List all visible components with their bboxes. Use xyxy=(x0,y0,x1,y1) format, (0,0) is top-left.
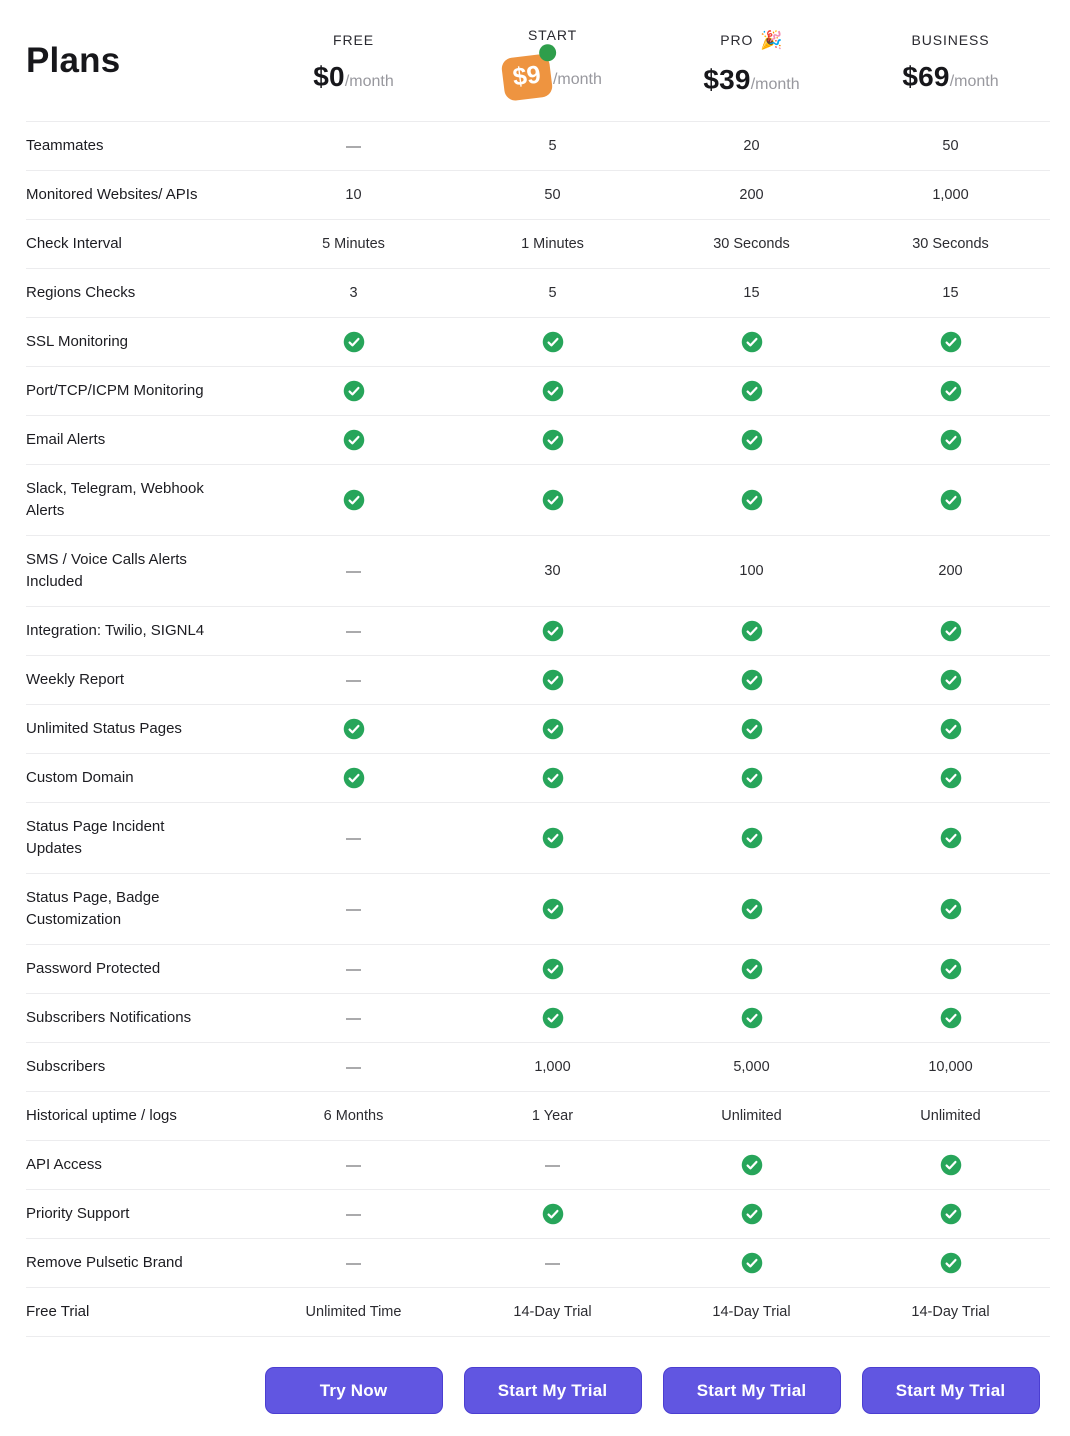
feature-label: Weekly Report xyxy=(26,671,125,688)
feature-cell xyxy=(652,1304,851,1320)
table-row xyxy=(26,464,1050,535)
table-row xyxy=(26,219,1050,268)
table-row xyxy=(26,655,1050,704)
feature-value: 1 Year xyxy=(531,1108,574,1124)
price-period: /month xyxy=(552,70,602,88)
check-icon xyxy=(940,767,962,789)
feature-cell xyxy=(254,380,453,402)
feature-label: Historical uptime / logs xyxy=(26,1107,177,1124)
feature-cell xyxy=(652,669,851,691)
table-row xyxy=(26,317,1050,366)
feature-cell xyxy=(453,1203,652,1225)
feature-cell xyxy=(652,489,851,511)
feature-value: 100 xyxy=(739,563,764,579)
check-icon xyxy=(542,827,564,849)
feature-value: Unlimited xyxy=(920,1108,981,1124)
feature-label: Integration: Twilio, SIGNL4 xyxy=(26,622,205,639)
feature-cell xyxy=(254,961,453,978)
feature-cell xyxy=(254,1157,453,1174)
party-popper-icon: 🎉 xyxy=(760,29,783,50)
not-included-dash: — xyxy=(346,829,361,847)
feature-label: Remove Pulsetic Brand xyxy=(26,1254,183,1271)
feature-value: 50 xyxy=(544,187,561,203)
table-row xyxy=(26,1189,1050,1238)
feature-value: 30 Seconds xyxy=(912,236,989,252)
check-icon xyxy=(343,429,365,451)
green-dot-icon xyxy=(539,44,556,61)
not-included-dash: — xyxy=(346,1254,361,1272)
feature-cell xyxy=(453,380,652,402)
feature-cell xyxy=(254,1108,453,1124)
feature-label: Check Interval xyxy=(26,235,122,252)
feature-label: Custom Domain xyxy=(26,769,134,786)
page-title: Plans xyxy=(26,40,121,80)
not-included-dash: — xyxy=(346,1156,361,1174)
check-icon xyxy=(343,380,365,402)
feature-cell xyxy=(453,669,652,691)
check-icon xyxy=(542,718,564,740)
check-icon xyxy=(940,1203,962,1225)
price-amount: $69 xyxy=(902,61,950,92)
check-icon xyxy=(542,331,564,353)
check-icon xyxy=(940,331,962,353)
not-included-dash: — xyxy=(346,562,361,580)
feature-label: Port/TCP/ICPM Monitoring xyxy=(26,382,204,399)
plan-price-business xyxy=(902,61,998,93)
feature-value: 6 Months xyxy=(323,1108,384,1124)
feature-cell xyxy=(453,187,652,203)
feature-cell xyxy=(254,672,453,689)
check-icon xyxy=(542,429,564,451)
feature-value: 5 Minutes xyxy=(322,236,385,252)
feature-cell xyxy=(453,620,652,642)
price-period: /month xyxy=(949,73,999,90)
feature-value: 200 xyxy=(938,563,963,579)
plan-name-start xyxy=(528,27,577,43)
table-row xyxy=(26,366,1050,415)
check-icon xyxy=(542,767,564,789)
feature-value: 10 xyxy=(345,187,362,203)
price-period: /month xyxy=(750,75,800,93)
check-icon xyxy=(940,898,962,920)
feature-cell xyxy=(851,429,1050,451)
feature-cell xyxy=(453,718,652,740)
feature-cell xyxy=(652,331,851,353)
check-icon xyxy=(741,767,763,789)
price-period: /month xyxy=(344,73,394,90)
feature-cell xyxy=(851,718,1050,740)
check-icon xyxy=(940,429,962,451)
feature-label: Status Page, Badge Customization xyxy=(26,889,160,928)
feature-cell xyxy=(453,1157,652,1174)
pricing-header xyxy=(26,0,1050,121)
feature-cell xyxy=(254,1010,453,1027)
feature-cell xyxy=(851,1304,1050,1320)
feature-value: 1,000 xyxy=(534,1059,571,1075)
feature-cell xyxy=(652,236,851,252)
feature-cell xyxy=(254,429,453,451)
check-icon xyxy=(343,767,365,789)
plan-name-business xyxy=(912,32,990,48)
feature-cell xyxy=(851,669,1050,691)
feature-cell xyxy=(851,1059,1050,1075)
check-icon xyxy=(940,620,962,642)
feature-cell xyxy=(453,898,652,920)
feature-cell xyxy=(652,380,851,402)
table-row xyxy=(26,802,1050,873)
feature-cell xyxy=(851,380,1050,402)
plan-header-pro xyxy=(652,26,851,96)
price-badge: $9 xyxy=(501,53,554,102)
check-icon xyxy=(940,958,962,980)
check-icon xyxy=(741,1252,763,1274)
feature-value: 15 xyxy=(743,285,760,301)
feature-cell xyxy=(453,767,652,789)
feature-label: Subscribers xyxy=(26,1058,106,1075)
table-row xyxy=(26,873,1050,944)
feature-cell xyxy=(652,718,851,740)
feature-cell xyxy=(851,236,1050,252)
table-row xyxy=(26,944,1050,993)
check-icon xyxy=(741,827,763,849)
feature-cell xyxy=(254,331,453,353)
plan-name-label: PRO xyxy=(720,32,754,48)
pro-cta-button[interactable]: Start My Trial xyxy=(663,1367,841,1414)
check-icon xyxy=(741,429,763,451)
feature-cell xyxy=(453,285,652,301)
not-included-dash: — xyxy=(545,1156,560,1174)
feature-cell xyxy=(652,958,851,980)
plan-price-free xyxy=(313,61,393,93)
feature-value: 30 xyxy=(544,563,561,579)
check-icon xyxy=(940,489,962,511)
table-row xyxy=(26,268,1050,317)
check-icon xyxy=(741,669,763,691)
feature-cell xyxy=(254,901,453,918)
feature-label: Teammates xyxy=(26,137,104,154)
feature-cell xyxy=(652,1252,851,1274)
plan-name-free xyxy=(333,32,374,48)
feature-value: 15 xyxy=(942,285,959,301)
feature-value: 3 xyxy=(349,285,358,301)
feature-cell xyxy=(453,236,652,252)
table-row xyxy=(26,1140,1050,1189)
feature-cell xyxy=(254,187,453,203)
check-icon xyxy=(741,958,763,980)
feature-cell xyxy=(254,830,453,847)
feature-label: Monitored Websites/ APIs xyxy=(26,186,198,203)
free-cta-button[interactable]: Try Now xyxy=(265,1367,443,1414)
plan-price-pro xyxy=(703,64,799,96)
feature-cell xyxy=(254,1304,453,1320)
feature-cell xyxy=(851,187,1050,203)
check-icon xyxy=(542,958,564,980)
plan-header-business xyxy=(851,28,1050,93)
feature-label: Free Trial xyxy=(26,1303,90,1320)
feature-cell xyxy=(453,563,652,579)
check-icon xyxy=(542,1203,564,1225)
plan-name-label: START xyxy=(527,26,578,43)
feature-cell xyxy=(453,1255,652,1272)
not-included-dash: — xyxy=(346,671,361,689)
check-icon xyxy=(741,898,763,920)
feature-cell xyxy=(851,767,1050,789)
feature-label: Priority Support xyxy=(26,1205,130,1222)
cta-row xyxy=(26,1367,1050,1414)
feature-cell xyxy=(453,1108,652,1124)
table-row xyxy=(26,753,1050,802)
feature-cell xyxy=(254,138,453,155)
check-icon xyxy=(940,718,962,740)
feature-cell xyxy=(453,429,652,451)
check-icon xyxy=(741,1203,763,1225)
feature-cell xyxy=(254,718,453,740)
not-included-dash: — xyxy=(346,137,361,155)
check-icon xyxy=(741,1007,763,1029)
feature-cell xyxy=(652,285,851,301)
feature-cell xyxy=(652,1203,851,1225)
check-icon xyxy=(741,620,763,642)
feature-cell xyxy=(254,623,453,640)
feature-cell xyxy=(254,285,453,301)
table-row xyxy=(26,1238,1050,1287)
table-row xyxy=(26,1287,1050,1336)
plan-name-label: FREE xyxy=(333,32,374,48)
price-amount: $0 xyxy=(313,61,345,92)
not-included-dash: — xyxy=(346,960,361,978)
feature-cell xyxy=(652,1007,851,1029)
feature-cell xyxy=(851,285,1050,301)
feature-value: 1,000 xyxy=(932,187,969,203)
feature-label: Email Alerts xyxy=(26,431,106,448)
table-row xyxy=(26,170,1050,219)
table-row xyxy=(26,993,1050,1042)
feature-cell xyxy=(254,489,453,511)
plan-price-start xyxy=(503,56,602,99)
feature-cell xyxy=(652,429,851,451)
feature-value: 10,000 xyxy=(928,1059,973,1075)
feature-cell xyxy=(851,1108,1050,1124)
table-row xyxy=(26,121,1050,170)
check-icon xyxy=(542,380,564,402)
check-icon xyxy=(343,718,365,740)
check-icon xyxy=(940,1252,962,1274)
business-cta-button[interactable]: Start My Trial xyxy=(862,1367,1040,1414)
feature-cell xyxy=(254,1059,453,1076)
not-included-dash: — xyxy=(346,1205,361,1223)
feature-cell xyxy=(851,620,1050,642)
check-icon xyxy=(542,898,564,920)
feature-cell xyxy=(652,187,851,203)
feature-cell xyxy=(851,331,1050,353)
plan-name-label: BUSINESS xyxy=(911,32,990,48)
feature-label: Slack, Telegram, Webhook Alerts xyxy=(26,480,204,519)
table-row xyxy=(26,1042,1050,1091)
not-included-dash: — xyxy=(346,900,361,918)
check-icon xyxy=(741,1154,763,1176)
feature-cell xyxy=(851,1154,1050,1176)
start-cta-button[interactable]: Start My Trial xyxy=(464,1367,642,1414)
table-row xyxy=(26,535,1050,606)
feature-table xyxy=(26,121,1050,1337)
feature-value: 14-Day Trial xyxy=(911,1304,990,1320)
feature-label: Regions Checks xyxy=(26,284,136,301)
check-icon xyxy=(940,827,962,849)
feature-cell xyxy=(453,827,652,849)
feature-cell xyxy=(453,958,652,980)
feature-cell xyxy=(453,1007,652,1029)
feature-value: 14-Day Trial xyxy=(513,1304,592,1320)
plan-name-pro xyxy=(720,30,782,51)
feature-value: 1 Minutes xyxy=(521,236,584,252)
feature-cell xyxy=(851,138,1050,154)
feature-cell xyxy=(453,331,652,353)
not-included-dash: — xyxy=(545,1254,560,1272)
feature-value: 20 xyxy=(743,138,760,154)
not-included-dash: — xyxy=(346,622,361,640)
feature-value: 5,000 xyxy=(733,1059,770,1075)
table-row xyxy=(26,1091,1050,1140)
table-row xyxy=(26,606,1050,655)
feature-label: Status Page Incident Updates xyxy=(26,818,165,857)
check-icon xyxy=(940,1154,962,1176)
check-icon xyxy=(542,1007,564,1029)
feature-cell xyxy=(851,489,1050,511)
plan-header-free xyxy=(254,28,453,93)
feature-label: Password Protected xyxy=(26,960,161,977)
check-icon xyxy=(542,669,564,691)
feature-cell xyxy=(652,827,851,849)
feature-cell xyxy=(851,827,1050,849)
feature-cell xyxy=(652,767,851,789)
feature-cell xyxy=(254,563,453,580)
check-icon xyxy=(940,1007,962,1029)
check-icon xyxy=(741,380,763,402)
feature-value: 5 xyxy=(548,285,557,301)
feature-value: 14-Day Trial xyxy=(712,1304,791,1320)
feature-cell xyxy=(652,620,851,642)
price-amount: $39 xyxy=(703,63,751,95)
feature-cell xyxy=(652,1059,851,1075)
check-icon xyxy=(542,620,564,642)
feature-cell xyxy=(851,958,1050,980)
check-icon xyxy=(343,489,365,511)
check-icon xyxy=(542,489,564,511)
feature-cell xyxy=(851,563,1050,579)
feature-cell xyxy=(453,1059,652,1075)
feature-value: 50 xyxy=(942,138,959,154)
feature-cell xyxy=(851,898,1050,920)
not-included-dash: — xyxy=(346,1009,361,1027)
feature-cell xyxy=(652,1108,851,1124)
feature-label: SMS / Voice Calls Alerts Included xyxy=(26,551,187,590)
feature-cell xyxy=(652,898,851,920)
feature-label: API Access xyxy=(26,1156,102,1173)
feature-cell xyxy=(652,1154,851,1176)
feature-value: 30 Seconds xyxy=(713,236,790,252)
feature-cell xyxy=(652,563,851,579)
feature-cell xyxy=(254,1206,453,1223)
check-icon xyxy=(741,489,763,511)
check-icon xyxy=(741,718,763,740)
feature-cell xyxy=(453,1304,652,1320)
feature-value: 200 xyxy=(739,187,764,203)
feature-label: Subscribers Notifications xyxy=(26,1009,192,1026)
check-icon xyxy=(940,669,962,691)
feature-cell xyxy=(254,767,453,789)
feature-cell xyxy=(453,489,652,511)
feature-label: Unlimited Status Pages xyxy=(26,720,182,737)
feature-label: SSL Monitoring xyxy=(26,333,128,350)
feature-value: Unlimited Time xyxy=(305,1304,402,1320)
check-icon xyxy=(741,331,763,353)
feature-cell xyxy=(851,1203,1050,1225)
feature-cell xyxy=(851,1252,1050,1274)
not-included-dash: — xyxy=(346,1058,361,1076)
feature-cell xyxy=(254,236,453,252)
feature-value: 5 xyxy=(548,138,557,154)
check-icon xyxy=(343,331,365,353)
plan-header-start xyxy=(453,23,652,99)
feature-cell xyxy=(851,1007,1050,1029)
table-row xyxy=(26,415,1050,464)
feature-cell xyxy=(652,138,851,154)
feature-cell xyxy=(254,1255,453,1272)
check-icon xyxy=(940,380,962,402)
table-row xyxy=(26,704,1050,753)
feature-cell xyxy=(453,138,652,154)
feature-value: Unlimited xyxy=(721,1108,782,1124)
